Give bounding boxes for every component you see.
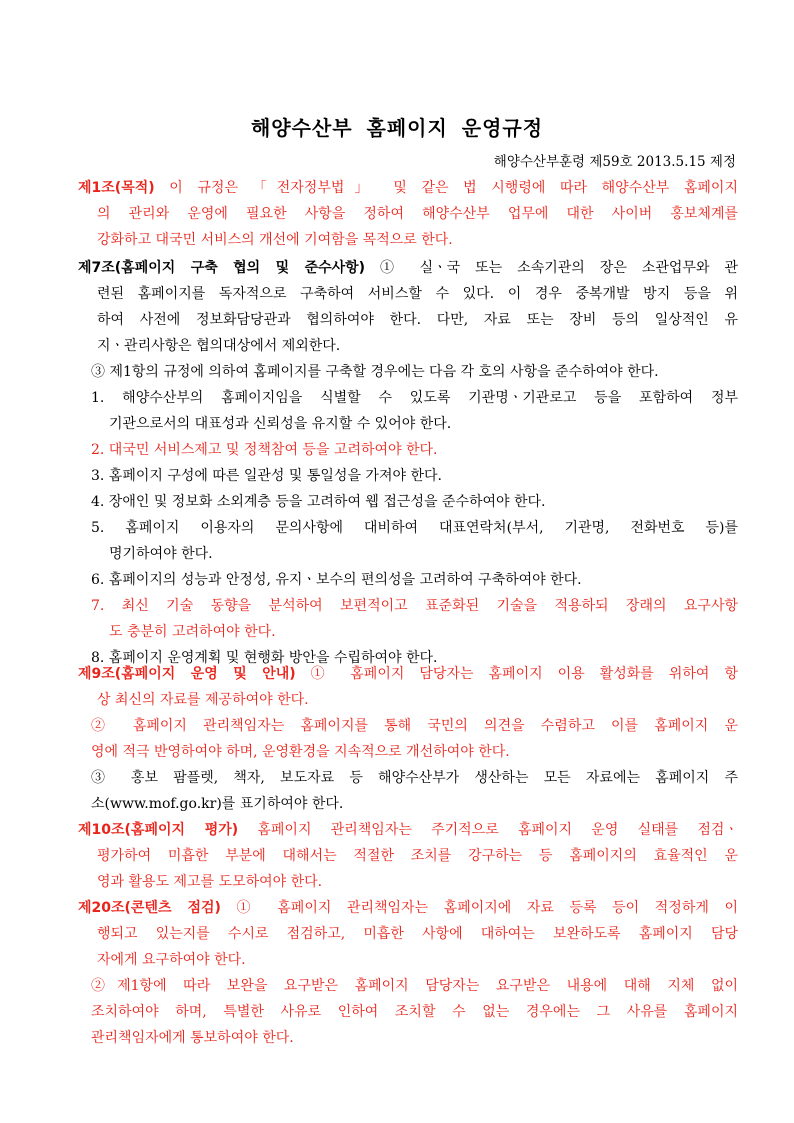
article-10-heading: 제10조(홈페이지 평가) bbox=[78, 822, 239, 838]
article-10-line-1: 제10조(홈페이지 평가) 홈페이지 관리책임자는 주기적으로 홈페이지 운영 실태를 점검ㆍ bbox=[78, 822, 738, 838]
article-7 bbox=[78, 255, 738, 671]
article-10-line-3: 영과 활용도 제고를 도모하여야 한다. bbox=[97, 874, 323, 890]
article-20-line-1: 제20조(콘텐츠 점검) ① 홈페이지 관리책임자는 홈페이지에 자료 등록 등이 적정하게 이 bbox=[78, 900, 738, 916]
article-7-item-7-cont: 도 충분히 고려하여야 한다. bbox=[109, 624, 276, 640]
article-9 bbox=[78, 661, 738, 817]
article-10 bbox=[78, 817, 738, 895]
article-1-line-3: 강화하고 대국민 서비스의 개선에 기여함을 목적으로 한다. bbox=[97, 232, 453, 248]
article-7-line-3: 하여 사전에 정보화담당관과 협의하여야 한다. 다만, 자료 또는 장비 등의 일상적인 유 bbox=[97, 312, 738, 328]
article-1-line-1: 제1조(목적) 이 규정은 「전자정부법」 및 같은 법 시행령에 따라 해양수산부 홈페이지 bbox=[78, 180, 738, 196]
article-1-heading: 제1조(목적) bbox=[78, 180, 155, 196]
article-7-item-5: 5. 홈페이지 이용자의 문의사항에 대비하여 대표연락처(부서, 기관명, 전화번호 등)를 bbox=[91, 520, 738, 536]
article-7-item-1: 1. 해양수산부의 홈페이지임을 식별할 수 있도록 기관명ㆍ기관로고 등을 포함하여 정부 bbox=[91, 390, 738, 406]
article-20-paragraph-2: ②제1항에 따라 보완을 요구받은 홈페이지 담당자는 요구받은 내용에 대해 지체 없이 bbox=[91, 978, 738, 994]
article-1-line-2: 의 관리와 운영에 필요한 사항을 정하여 해양수산부 업무에 대한 사이버 홍보체계를 bbox=[97, 206, 738, 222]
article-9-paragraph-2: ② 홈페이지 관리책임자는 홈페이지를 통해 국민의 의견을 수렴하고 이를 홈페이지 운 bbox=[91, 718, 738, 734]
article-7-line-4: 지ㆍ관리사항은 협의대상에서 제외한다. bbox=[97, 338, 341, 354]
article-20 bbox=[78, 895, 738, 1051]
article-20-paragraph-2-cont-1: 조치하여야 하며, 특별한 사유로 인하여 조치할 수 없는 경우에는 그 사유를 홈페이지 bbox=[91, 1004, 738, 1020]
article-20-paragraph-2-cont-2: 관리책임자에게 통보하여야 한다. bbox=[91, 1030, 294, 1046]
article-7-item-3: 3. 홈페이지 구성에 따른 일관성 및 통일성을 가져야 한다. bbox=[91, 468, 442, 484]
article-10-line-2: 평가하여 미흡한 부분에 대해서는 적절한 조치를 강구하는 등 홈페이지의 효율적인 운 bbox=[97, 848, 738, 864]
document-meta: 해양수산부훈령 제59호 2013.5.15 제정 bbox=[493, 154, 736, 170]
article-7-item-5-cont: 명기하여야 한다. bbox=[109, 546, 213, 562]
article-20-line-3: 자에게 요구하여야 한다. bbox=[97, 952, 246, 968]
article-7-item-1-cont: 기관으로서의 대표성과 신뢰성을 유지할 수 있어야 한다. bbox=[109, 416, 452, 432]
article-9-line-2: 상 최신의 자료를 제공하여야 한다. bbox=[97, 692, 309, 708]
article-1 bbox=[78, 175, 738, 253]
document-title: 해양수산부 홈페이지 운영규정 bbox=[250, 116, 544, 140]
article-7-item-8: 8. 홈페이지 운영계획 및 현행화 방안을 수립하여야 한다. bbox=[91, 650, 438, 666]
article-7-line-1: 제7조(홈페이지 구축 협의 및 준수사항) ① 실ㆍ국 또는 소속기관의 장은 소관업무와 관 bbox=[78, 260, 738, 276]
article-9-heading: 제9조(홈페이지 운영 및 안내) bbox=[78, 666, 296, 682]
article-7-heading: 제7조(홈페이지 구축 협의 및 준수사항) bbox=[78, 260, 366, 276]
article-7-paragraph-3: ③ 제1항의 규정에 의하여 홈페이지를 구축할 경우에는 다음 각 호의 사항을 준수하여야 한다. bbox=[91, 364, 659, 380]
article-9-paragraph-3: ③ 홍보 팜플렛, 책자, 보도자료 등 해양수산부가 생산하는 모든 자료에는 홈페이지 주 bbox=[91, 770, 738, 786]
article-7-item-6: 6. 홈페이지의 성능과 안정성, 유지ㆍ보수의 편의성을 고려하여 구축하여야 한다. bbox=[91, 572, 582, 588]
article-9-line-1: 제9조(홈페이지 운영 및 안내) ① 홈페이지 담당자는 홈페이지 이용 활성화를 위하여 항 bbox=[78, 666, 738, 682]
article-7-item-4: 4. 장애인 및 정보화 소외계층 등을 고려하여 웹 접근성을 준수하여야 한다. bbox=[91, 494, 546, 510]
article-9-paragraph-3-cont: 소(www.mof.go.kr)를 표기하여야 한다. bbox=[91, 796, 344, 812]
article-7-line-2: 련된 홈페이지를 독자적으로 구축하여 서비스할 수 있다. 이 경우 중복개발 방지 등을 위 bbox=[97, 286, 738, 302]
article-7-item-2: 2. 대국민 서비스제고 및 정책참여 등을 고려하여야 한다. bbox=[91, 442, 438, 458]
article-9-paragraph-2-cont: 영에 적극 반영하여야 하며, 운영환경을 지속적으로 개선하여야 한다. bbox=[91, 744, 510, 760]
article-7-item-7: 7. 최신 기술 동향을 분석하여 보편적이고 표준화된 기술을 적용하되 장래의 요구사항 bbox=[91, 598, 738, 614]
article-20-line-2: 행되고 있는지를 수시로 점검하고, 미흡한 사항에 대하여는 보완하도록 홈페이지 담당 bbox=[97, 926, 738, 942]
article-20-heading: 제20조(콘텐츠 점검) bbox=[78, 900, 221, 916]
